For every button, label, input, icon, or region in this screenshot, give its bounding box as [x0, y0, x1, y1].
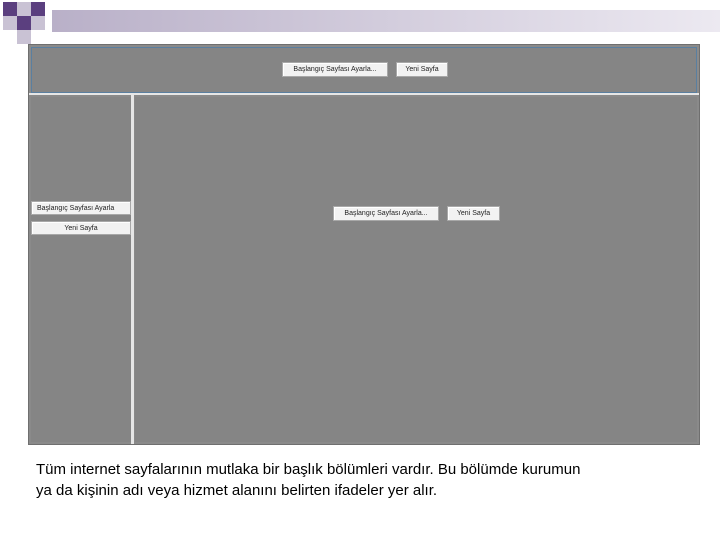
decor-square [3, 2, 17, 16]
main-new-page-button[interactable]: Yeni Sayfa [447, 206, 500, 221]
vertical-divider[interactable] [131, 95, 134, 444]
new-page-button[interactable]: Yeni Sayfa [396, 62, 448, 77]
sidebar-region [31, 97, 131, 442]
header-region [31, 47, 697, 93]
decor-square [17, 2, 31, 16]
horizontal-divider [29, 93, 699, 95]
decor-square [31, 16, 45, 30]
caption-line: ya da kişinin adı veya hizmet alanını belirten ifadeler yer alır. [36, 482, 438, 499]
content-region [135, 97, 697, 442]
caption-text [36, 459, 706, 501]
set-homepage-button[interactable]: Başlangıç Sayfası Ayarla... [282, 62, 388, 77]
slide-top-bar [52, 10, 720, 32]
main-set-homepage-button[interactable]: Başlangıç Sayfası Ayarla... [333, 206, 439, 221]
sidebar-new-page-button[interactable]: Yeni Sayfa [31, 221, 131, 235]
decor-square [3, 16, 17, 30]
screenshot-frame [28, 44, 700, 445]
decor-square [17, 30, 31, 44]
caption-line: Tüm internet sayfalarının mutlaka bir başlık bölümleri vardır. Bu bölümde kurumun [36, 461, 581, 478]
sidebar-set-homepage-button[interactable]: Başlangıç Sayfası Ayarla [31, 201, 131, 215]
decor-square [31, 2, 45, 16]
decor-square [17, 16, 31, 30]
